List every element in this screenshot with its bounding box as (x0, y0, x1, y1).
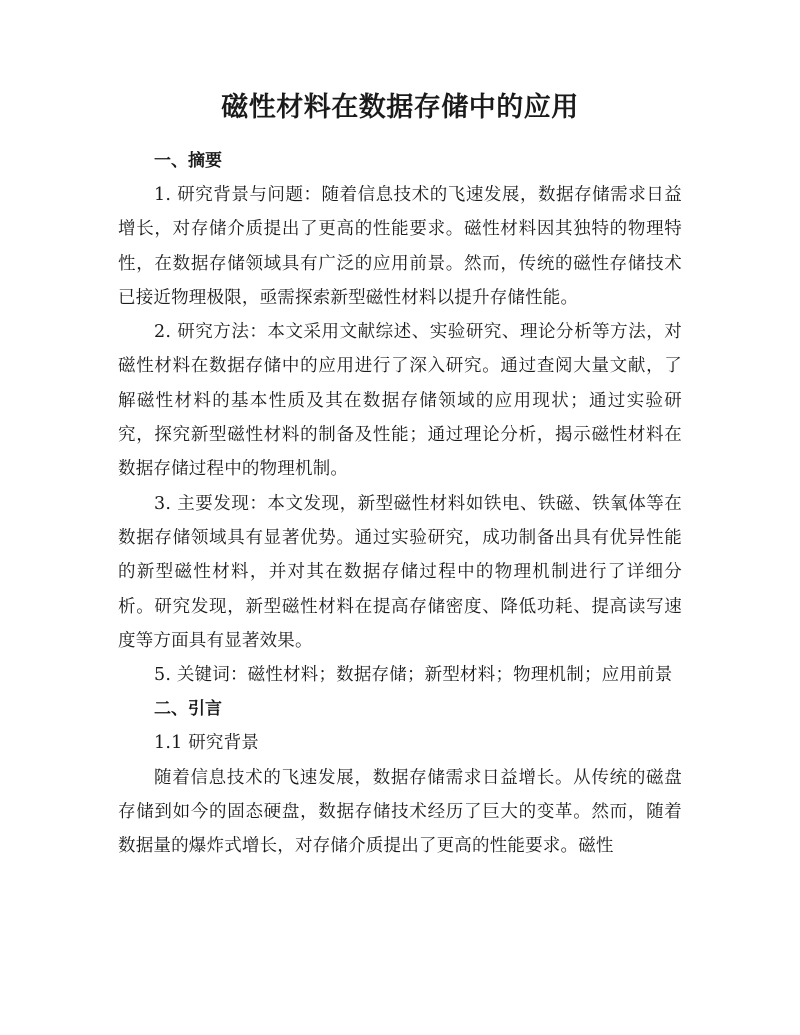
document-page (118, 88, 682, 864)
section-heading-introduction: 二、引言 (154, 699, 222, 720)
abstract-paragraph-findings: 3. 主要发现：本文发现，新型磁性材料如铁电、铁磁、铁氧体等在数据存储领域具有显著优势。通过实验研究，成功制备出具有优异性能的新型磁性材料，并对其在数据存储过程中的物理机制进行了详细分析。研究发现，新型磁性材料在提高存储密度、降低功耗、提高读写速度等方面具有显著效果。 (118, 493, 682, 651)
subsection-heading-research-background: 1.1 研究背景 (154, 733, 259, 754)
introduction-paragraph: 随着信息技术的飞速发展，数据存储需求日益增长。从传统的磁盘存储到如今的固态硬盘，数据存储技术经历了巨大的变革。然而，随着数据量的爆炸式增长，对存储介质提出了更高的性能要求。磁性 (118, 767, 682, 857)
abstract-paragraph-background: 1. 研究背景与问题：随着信息技术的飞速发展，数据存储需求日益增长，对存储介质提出了更高的性能要求。磁性材料因其独特的物理特性，在数据存储领域具有广泛的应用前景。然而，传统的磁性存储技术已接近物理极限，亟需探索新型磁性材料以提升存储性能。 (118, 185, 682, 308)
abstract-paragraph-keywords: 5. 关键词：磁性材料；数据存储；新型材料；物理机制；应用前景 (154, 665, 673, 686)
abstract-paragraph-methods: 2. 研究方法：本文采用文献综述、实验研究、理论分析等方法，对磁性材料在数据存储中的应用进行了深入研究。通过查阅大量文献，了解磁性材料的基本性质及其在数据存储领域的应用现状；通过实验研究，探究新型磁性材料的制备及性能；通过理论分析，揭示磁性材料在数据存储过程中的物理机制。 (118, 322, 682, 480)
section-heading-abstract: 一、摘要 (154, 151, 222, 171)
document-title: 磁性材料在数据存储中的应用 (221, 92, 579, 123)
